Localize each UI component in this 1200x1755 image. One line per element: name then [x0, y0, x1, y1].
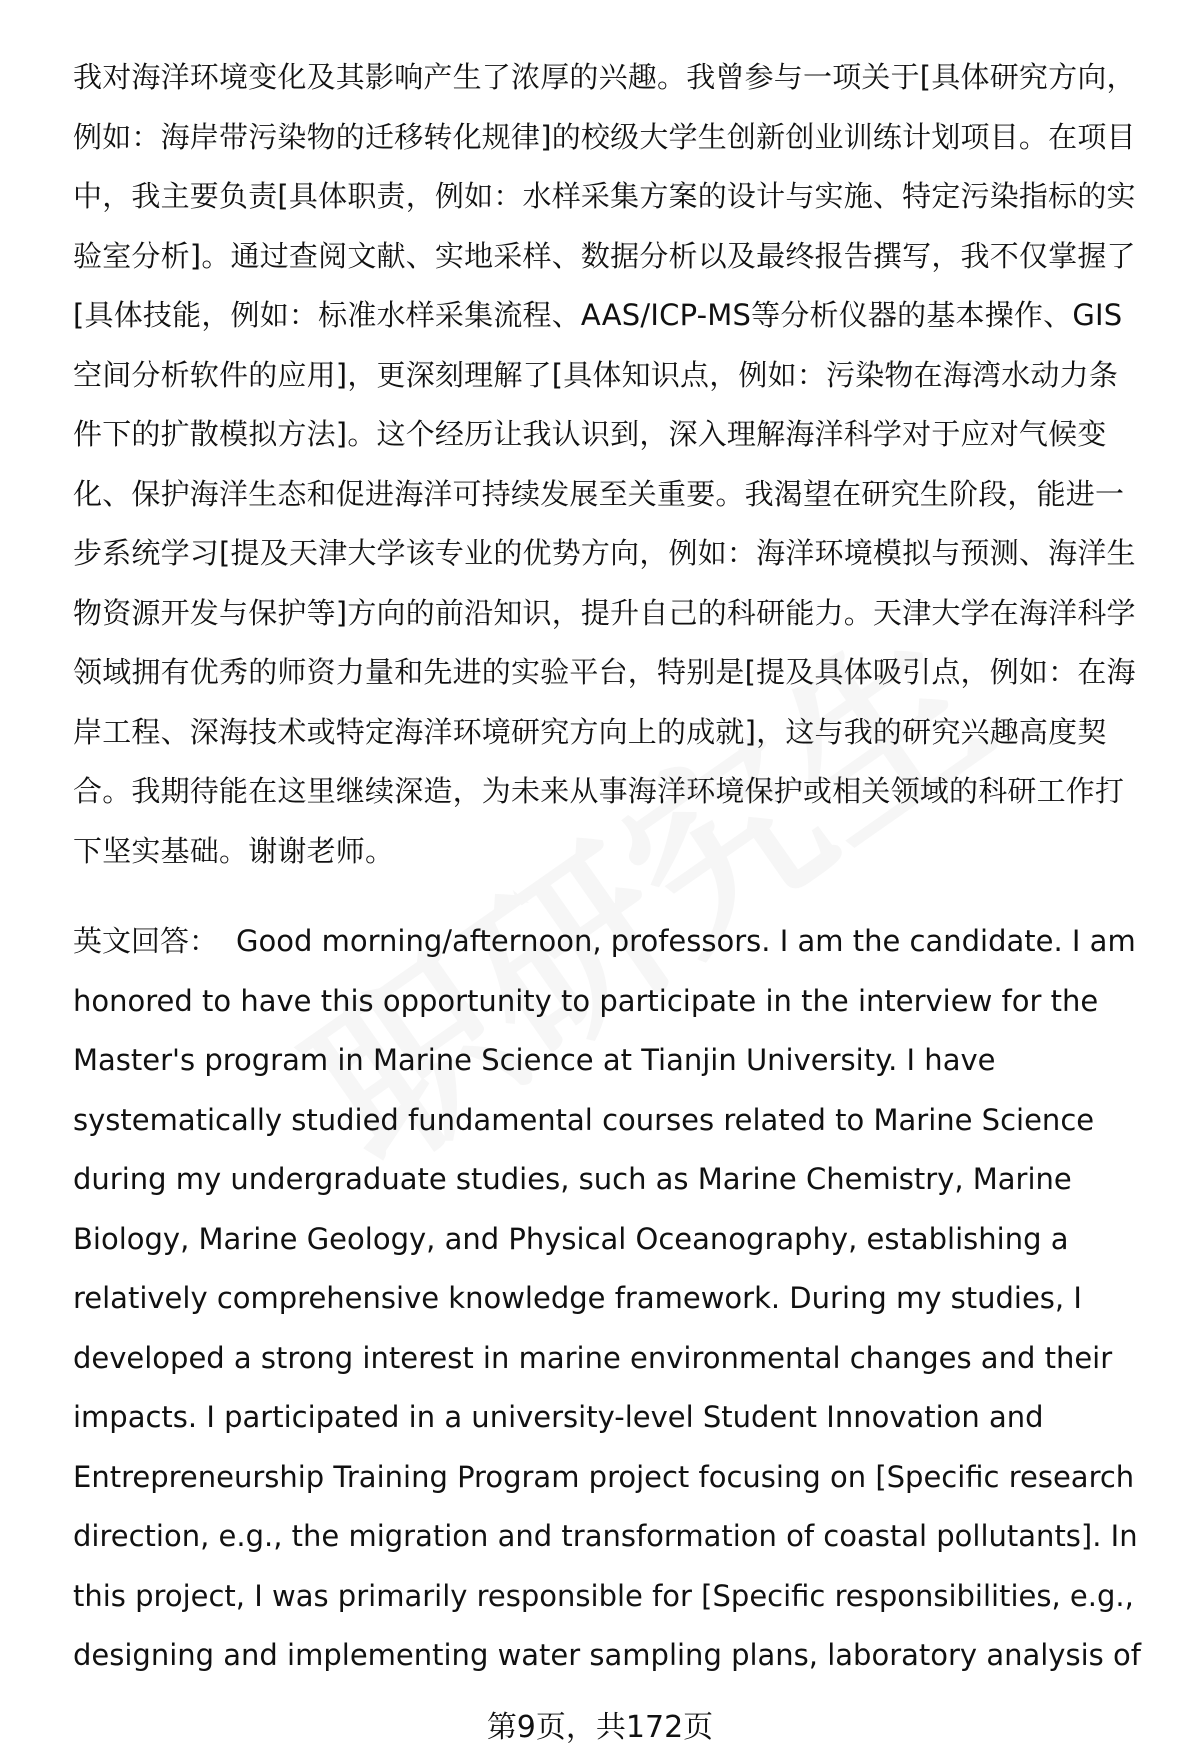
text-line: designing and implementing water sampling plans, laboratory analysis of [73, 1638, 1141, 1672]
text-line: 步系统学习[提及天津大学该专业的优势方向，例如：海洋环境模拟与预测、海洋生 [73, 536, 1136, 570]
text-line: 例如：海岸带污染物的迁移转化规律]的校级大学生创新创业训练计划项目。在项目 [73, 119, 1136, 154]
text-line: 岸工程、深海技术或特定海洋环境研究方向上的成就]，这与我的研究兴趣高度契 [73, 714, 1107, 749]
text-line: developed a strong interest in marine environmental changes and their [73, 1340, 1113, 1375]
text-line: [具体技能，例如：标准水样采集流程、AAS/ICP-MS等分析仪器的基本操作、GIS [73, 298, 1123, 332]
text-line: impacts. I participated in a university-level Student Innovation and [73, 1400, 1044, 1434]
text-line: this project, I was primarily responsible for [Specific responsibilities, e.g., [73, 1578, 1134, 1613]
text-line: 合。我期待能在这里继续深造，为未来从事海洋环境保护或相关领域的科研工作打 [73, 774, 1125, 808]
text-line: 领域拥有优秀的师资力量和先进的实验平台，特别是[提及具体吸引点，例如：在海 [73, 655, 1136, 689]
text-line: 化、保护海洋生态和促进海洋可持续发展至关重要。我渴望在研究生阶段，能进一 [73, 476, 1125, 511]
text-line: 物资源开发与保护等]方向的前沿知识，提升自己的科研能力。天津大学在海洋科学 [73, 595, 1136, 630]
text-line: 件下的扩散模拟方法]。这个经历让我认识到，深入理解海洋科学对于应对气候变 [73, 417, 1107, 451]
text-line: Biology, Marine Geology, and Physical Oceanography, establishing a [73, 1221, 1069, 1256]
english-first-line [73, 912, 1153, 972]
text-line: during my undergraduate studies, such as Marine Chemistry, Marine [73, 1162, 1072, 1196]
text-line: 我对海洋环境变化及其影响产生了浓厚的兴趣。我曾参与一项关于[具体研究方向， [73, 60, 1136, 94]
text-line: direction, e.g., the migration and transformation of coastal pollutants]. In [73, 1519, 1138, 1553]
text-line: 中，我主要负责[具体职责，例如：水样采集方案的设计与实施、特定污染指标的实 [73, 179, 1136, 213]
english-first-line-text: Good morning/afternoon, professors. I am the candidate. I am [236, 924, 1136, 958]
text-line: Master's program in Marine Science at Tianjin University. I have [73, 1043, 996, 1077]
text-line: honored to have this opportunity to participate in the interview for the [73, 983, 1099, 1018]
page-number-footer: 第9页，共172页 [486, 1710, 714, 1745]
chinese-answer-paragraph [73, 48, 1153, 881]
english-answer-paragraph [73, 912, 1153, 1686]
text-line: 空间分析软件的应用]，更深刻理解了[具体知识点，例如：污染物在海湾水动力条 [73, 357, 1119, 392]
text-line: Entrepreneurship Training Program project focusing on [Specific research [73, 1459, 1135, 1494]
document-content [73, 48, 1153, 1686]
text-line: relatively comprehensive knowledge framework. During my studies, I [73, 1281, 1082, 1315]
text-line: 验室分析]。通过查阅文献、实地采样、数据分析以及最终报告撰写，我不仅掌握了 [73, 238, 1136, 273]
text-line: 下坚实基础。谢谢老师。 [73, 833, 395, 868]
english-answer-label: 英文回答： [73, 924, 219, 958]
text-line: systematically studied fundamental courses related to Marine Science [73, 1102, 1095, 1137]
